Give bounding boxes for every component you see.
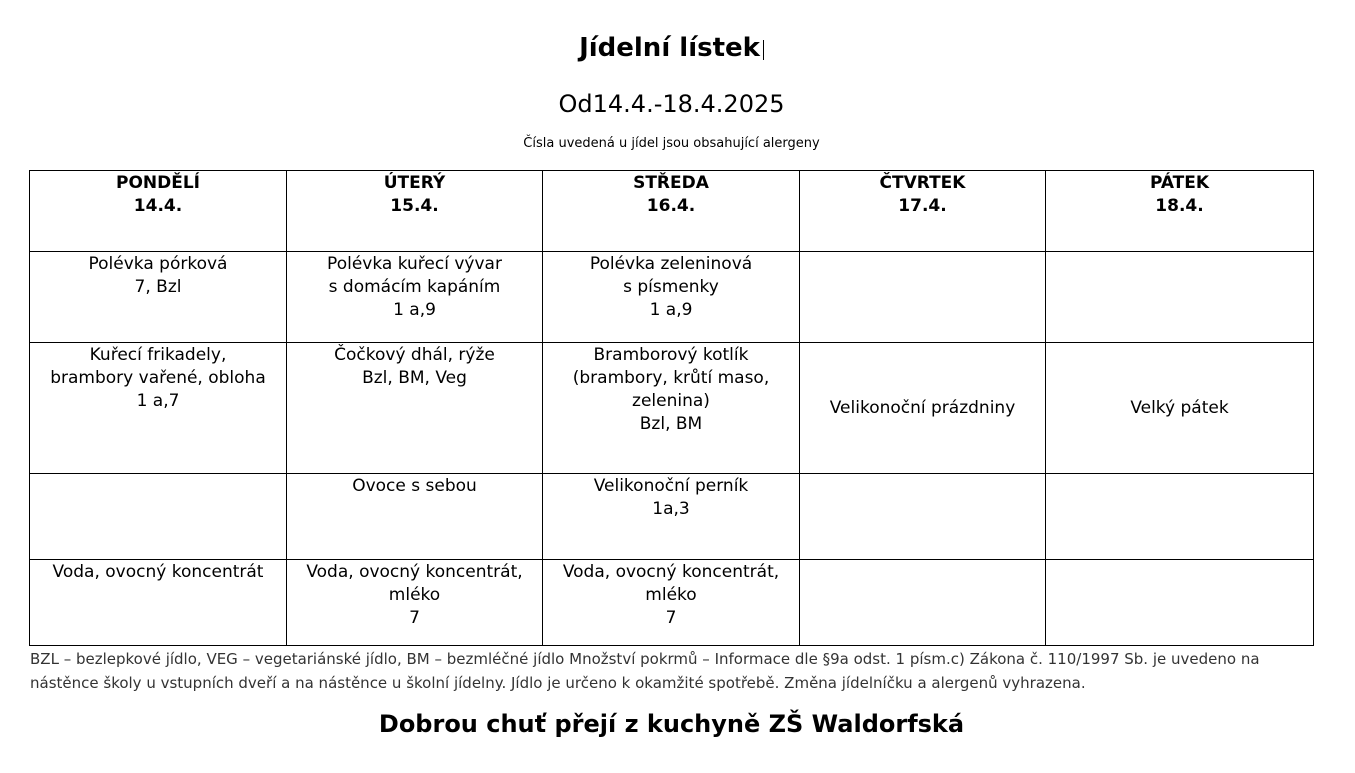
holiday-note: Velký pátek	[1130, 398, 1229, 418]
drink-monday: Voda, ovocný koncentrát	[30, 560, 287, 646]
drink-thursday	[800, 560, 1046, 646]
drink-tuesday: Voda, ovocný koncentrát, mléko 7	[287, 560, 543, 646]
allergens: 7, Bzl	[134, 277, 182, 297]
soup-wednesday: Polévka zeleninová s písmenky 1 a,9	[543, 252, 800, 343]
date-range: Od14.4.-18.4.2025	[558, 90, 785, 118]
day-header-wednesday: STŘEDA 16.4.	[543, 171, 800, 252]
allergens: 1 a,9	[393, 300, 436, 320]
drink-wednesday: Voda, ovocný koncentrát, mléko 7	[543, 560, 800, 646]
header-row	[30, 171, 1314, 252]
allergens: 1 a,9	[649, 300, 693, 320]
snack-row	[30, 474, 1314, 560]
soup-thursday	[800, 252, 1046, 343]
main-thursday	[800, 343, 1046, 474]
menu-title: Jídelní lístek	[0, 33, 1343, 63]
drink-row	[30, 560, 1314, 646]
holiday-note: Velikonoční prázdniny	[829, 398, 1016, 418]
day-header-thursday: ČTVRTEK 17.4.	[800, 171, 1046, 252]
snack-tuesday: Ovoce s sebou	[287, 474, 543, 560]
day-header-monday: PONDĚLÍ 14.4.	[30, 171, 287, 252]
main-tuesday: Čočkový dhál, rýže Bzl, BM, Veg	[287, 343, 543, 474]
snack-wednesday: Velikonoční perník 1a,3	[543, 474, 800, 560]
soup-friday	[1046, 252, 1314, 343]
allergens: 7	[409, 608, 420, 628]
menu-table	[29, 170, 1314, 646]
allergens: Bzl, BM, Veg	[362, 368, 467, 388]
snack-friday	[1046, 474, 1314, 560]
soup-tuesday: Polévka kuřecí vývar s domácím kapáním 1 a,9	[287, 252, 543, 343]
footer-legend: BZL – bezlepkové jídlo, VEG – vegetariánské jídlo, BM – bezmléčné jídlo Množství pokrmů – Informace dle §9a odst. 1 písm.c) Zákona č. 110/1997 Sb. je uvedeno na nástěnce školy u vstupních dveří a na nástěnce u školní jídelny. Jídlo je určeno k okamžité spotřebě. Změna jídelníčku a alergenů vyhrazena.	[30, 650, 1260, 692]
allergens: 1 a,7	[136, 391, 180, 411]
main-wednesday: Bramborový kotlík (brambory, krůtí maso, zelenina) Bzl, BM	[543, 343, 800, 474]
greeting: Dobrou chuť přejí z kuchyně ZŠ Waldorfská	[378, 710, 965, 738]
snack-monday	[30, 474, 287, 560]
drink-friday	[1046, 560, 1314, 646]
main-friday	[1046, 343, 1314, 474]
main-monday: Kuřecí frikadely, brambory vařené, obloha 1 a,7	[30, 343, 287, 474]
day-header-tuesday: ÚTERÝ 15.4.	[287, 171, 543, 252]
snack-thursday	[800, 474, 1046, 560]
soup-monday: Polévka pórková 7, Bzl	[30, 252, 287, 343]
allergens: Bzl, BM	[639, 414, 703, 434]
main-course-row	[30, 343, 1314, 474]
text-cursor	[763, 40, 764, 60]
allergens: 7	[665, 608, 677, 628]
allergen-note: Čísla uvedená u jídel jsou obsahující alergeny	[523, 136, 820, 151]
allergens: 1a,3	[652, 499, 690, 519]
soup-row	[30, 252, 1314, 343]
day-header-friday: PÁTEK 18.4.	[1046, 171, 1314, 252]
